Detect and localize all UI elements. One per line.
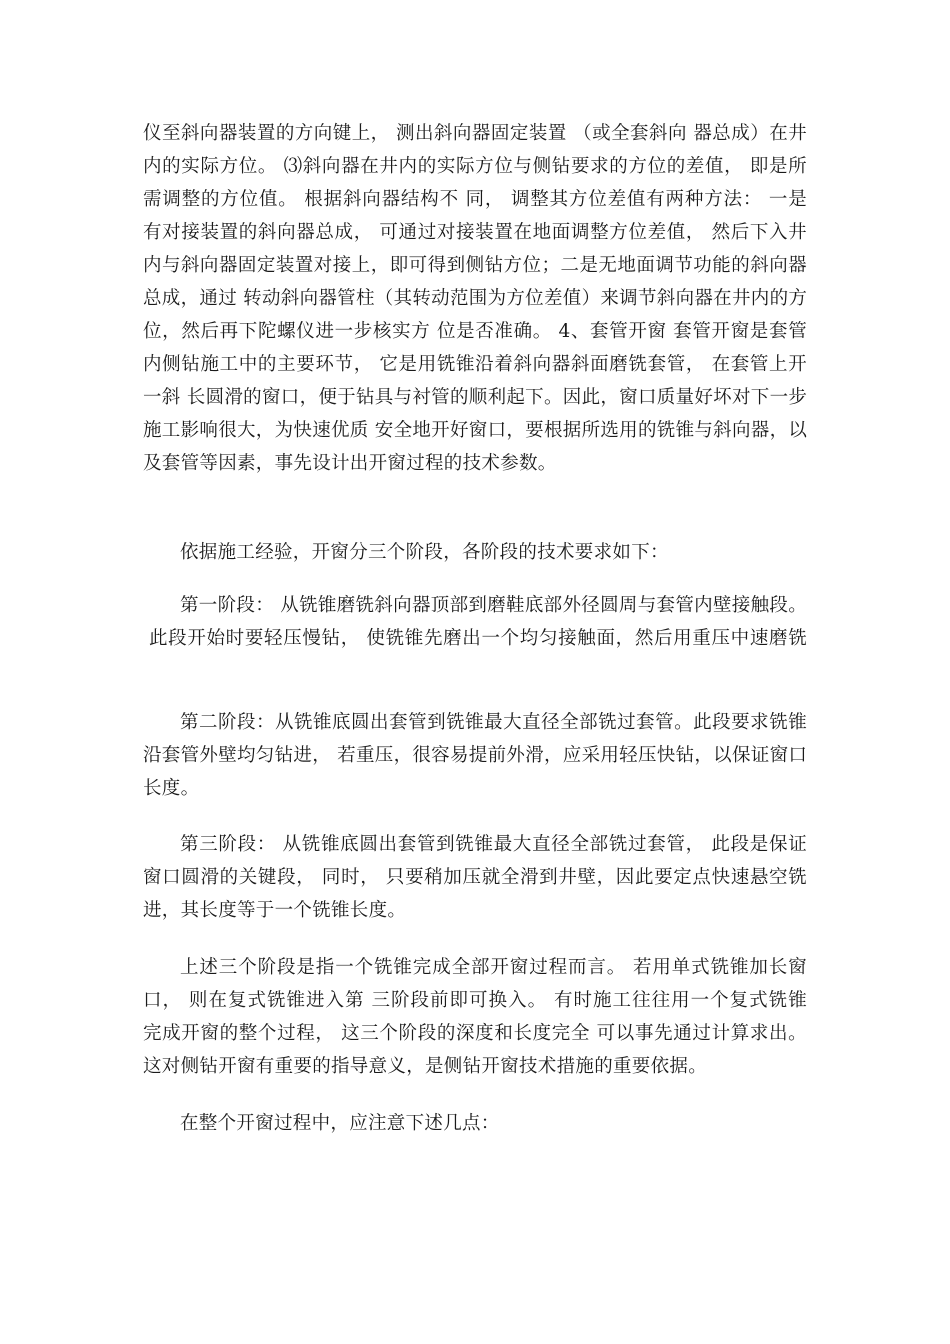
text-line: 内的实际方位。 ⑶斜向器在井内的实际方位与侧钻要求的方位的差值， 即是所 bbox=[143, 156, 807, 177]
text-line: 第一阶段： 从铣锥磨铣斜向器顶部到磨鞋底部外径圆周与套管内壁接触段。 bbox=[180, 595, 807, 616]
text-line: 施工影响很大，为快速优质 安全地开好窗口，要根据所选用的铣锥与斜向器，以 bbox=[143, 420, 808, 441]
text-line: 第三阶段： 从铣锥底圆出套管到铣锥最大直径全部铣过套管， 此段是保证 bbox=[180, 834, 807, 855]
paragraph-summary bbox=[143, 951, 807, 1083]
text-line: 口， 则在复式铣锥进入第 三阶段前即可换入。 有时施工往往用一个复式铣锥 bbox=[143, 990, 807, 1011]
text-line: 有对接装置的斜向器总成， 可通过对接装置在地面调整方位差值， 然后下入井 bbox=[143, 222, 807, 243]
paragraph-stage-intro bbox=[143, 536, 807, 569]
text-line: 此段开始时要轻压慢钻， 使铣锥先磨出一个均匀接触面，然后用重压中速磨铣 bbox=[149, 628, 807, 649]
paragraph-stage-one bbox=[143, 589, 807, 655]
text-line: 第二阶段：从铣锥底圆出套管到铣锥最大直径全部铣过套管。此段要求铣锥 bbox=[180, 712, 807, 733]
paragraph-notes-heading bbox=[143, 1107, 807, 1140]
text-line: 这对侧钻开窗有重要的指导意义，是侧钻开窗技术措施的重要依据。 bbox=[143, 1056, 708, 1077]
text-line: 沿套管外壁均匀钻进， 若重压，很容易提前外滑，应采用轻压快钻，以保证窗口 bbox=[143, 745, 808, 766]
text-line: 长度。 bbox=[143, 778, 200, 799]
text-line: 依据施工经验，开窗分三个阶段，各阶段的技术要求如下： bbox=[180, 542, 669, 563]
text-line: 仪至斜向器装置的方向键上， 测出斜向器固定装置 （或全套斜向 器总成）在井 bbox=[143, 123, 807, 144]
paragraph-stage-two bbox=[143, 706, 807, 805]
text-line: 进，其长度等于一个铣锥长度。 bbox=[143, 900, 407, 921]
text-line: 位，然后再下陀螺仪进一步核实方 位是否准确。 4、套管开窗 套管开窗是套管 bbox=[143, 321, 807, 342]
text-line: 及套管等因素，事先设计出开窗过程的技术参数。 bbox=[143, 453, 557, 474]
text-line: 完成开窗的整个过程， 这三个阶段的深度和长度完全 可以事先通过计算求出。 bbox=[143, 1023, 807, 1044]
text-line: 内与斜向器固定装置对接上，即可得到侧钻方位；二是无地面调节功能的斜向器 bbox=[143, 255, 807, 276]
text-line: 总成，通过 转动斜向器管柱（其转动范围为方位差值）来调节斜向器在井内的方 bbox=[143, 288, 808, 309]
text-line: 上述三个阶段是指一个铣锥完成全部开窗过程而言。 若用单式铣锥加长窗 bbox=[180, 957, 807, 978]
paragraph-window-orientation bbox=[143, 117, 807, 480]
paragraph-stage-three bbox=[143, 828, 807, 927]
text-line: 一斜 长圆滑的窗口，便于钻具与衬管的顺利起下。因此，窗口质量好坏对下一步 bbox=[143, 387, 808, 408]
text-line: 在整个开窗过程中，应注意下述几点： bbox=[180, 1113, 500, 1134]
text-line: 内侧钻施工中的主要环节， 它是用铣锥沿着斜向器斜面磨铣套管， 在套管上开 bbox=[143, 354, 807, 375]
text-line: 需调整的方位值。 根据斜向器结构不 同， 调整其方位差值有两种方法： 一是 bbox=[143, 189, 807, 210]
text-line: 窗口圆滑的关键段， 同时， 只要稍加压就全滑到井壁，因此要定点快速悬空铣 bbox=[143, 867, 807, 888]
